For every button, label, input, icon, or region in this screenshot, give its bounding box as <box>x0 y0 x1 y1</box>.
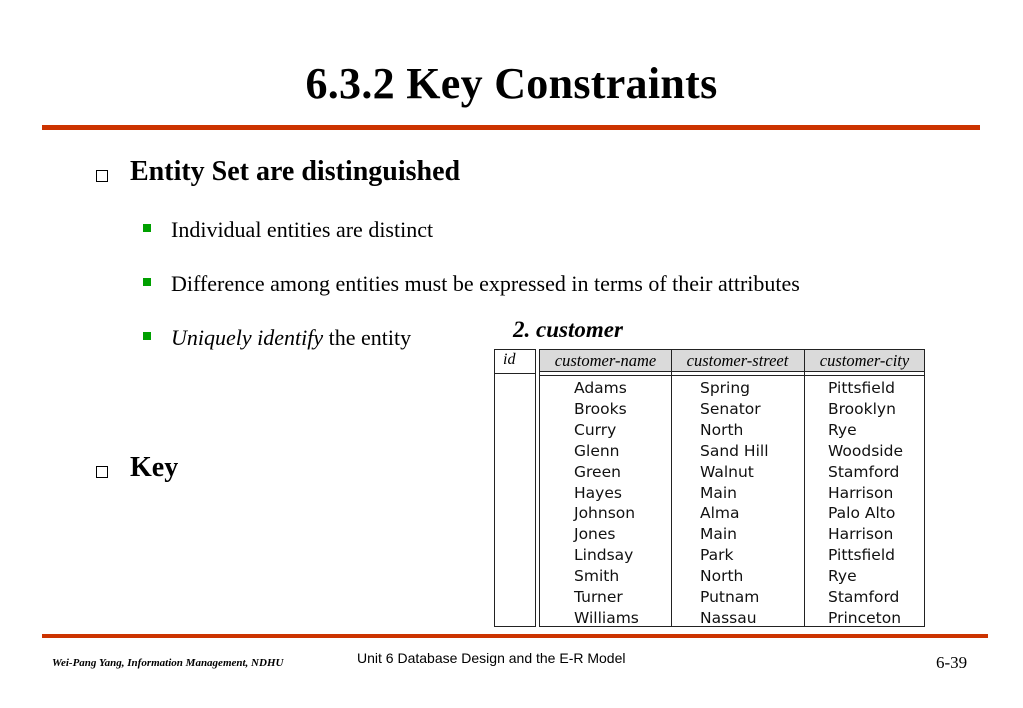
cell-name: Hayes <box>574 483 622 502</box>
square-bullet-icon <box>143 224 151 232</box>
cell-name: Williams <box>574 608 639 627</box>
table-caption: 2. customer <box>513 317 623 342</box>
customer-table <box>539 349 925 627</box>
identify-emphasis: Uniquely identify <box>171 325 324 350</box>
city-column <box>828 378 903 629</box>
id-header: id <box>495 350 535 374</box>
cell-street: Walnut <box>700 462 754 481</box>
cell-street: Alma <box>700 504 740 523</box>
cell-city: Harrison <box>828 525 894 544</box>
cell-city: Rye <box>828 420 857 439</box>
street-column <box>700 378 769 629</box>
cell-name: Curry <box>574 420 617 439</box>
cell-city: Pittsfield <box>828 546 895 565</box>
column-divider <box>671 350 672 626</box>
column-divider <box>804 350 805 626</box>
cell-city: Woodside <box>828 441 903 460</box>
bottom-rule <box>42 634 988 638</box>
cell-street: North <box>700 420 744 439</box>
square-bullet-icon <box>143 332 151 340</box>
cell-city: Palo Alto <box>828 504 896 523</box>
cell-city: Stamford <box>828 588 900 607</box>
sub-bullet-distinct: Individual entities are distinct <box>171 217 434 242</box>
cell-street: Nassau <box>700 608 757 627</box>
checkbox-bullet-icon <box>96 466 108 478</box>
cell-street: Main <box>700 525 738 544</box>
header-gap <box>540 372 924 376</box>
bullet-entity-set: Entity Set are distinguished <box>130 156 461 187</box>
sub-bullet-identify <box>171 325 411 351</box>
cell-name: Smith <box>574 567 620 586</box>
identify-rest: the entity <box>323 325 412 350</box>
cell-name: Adams <box>574 379 627 397</box>
header-customer-name: customer-name <box>554 351 657 370</box>
page-number: 6-39 <box>936 653 968 672</box>
cell-street: Sand Hill <box>700 441 769 460</box>
slide-title: 6.3.2 Key Constraints <box>305 59 718 108</box>
square-bullet-icon <box>143 278 151 286</box>
id-column <box>494 349 536 627</box>
header-customer-city: customer-city <box>819 351 910 370</box>
name-column <box>574 378 639 629</box>
table-header-row <box>540 350 924 372</box>
cell-city: Princeton <box>828 608 902 627</box>
cell-name: Johnson <box>574 504 636 523</box>
top-rule <box>42 125 980 130</box>
cell-name: Brooks <box>574 399 627 418</box>
cell-name: Turner <box>574 588 623 607</box>
cell-city: Stamford <box>828 462 900 481</box>
cell-name: Lindsay <box>574 546 634 565</box>
cell-city: Brooklyn <box>828 399 896 418</box>
footer-unit: Unit 6 Database Design and the E-R Model <box>357 650 626 666</box>
cell-name: Jones <box>574 525 616 544</box>
cell-street: Spring <box>700 379 751 397</box>
checkbox-bullet-icon <box>96 170 108 182</box>
sub-bullet-difference: Difference among entities must be expressed in terms of their attributes <box>171 271 800 296</box>
cell-street: North <box>700 567 744 586</box>
cell-street: Putnam <box>700 588 760 607</box>
bullet-key: Key <box>130 452 179 483</box>
cell-name: Glenn <box>574 441 620 460</box>
cell-street: Senator <box>700 399 761 418</box>
cell-street: Park <box>700 546 734 565</box>
cell-city: Harrison <box>828 483 894 502</box>
cell-name: Green <box>574 462 621 481</box>
header-customer-street: customer-street <box>686 351 789 370</box>
cell-city: Pittsfield <box>828 379 895 397</box>
cell-city: Rye <box>828 567 857 586</box>
cell-street: Main <box>700 483 738 502</box>
footer-author: Wei-Pang Yang, Information Management, NDHU <box>52 657 284 669</box>
